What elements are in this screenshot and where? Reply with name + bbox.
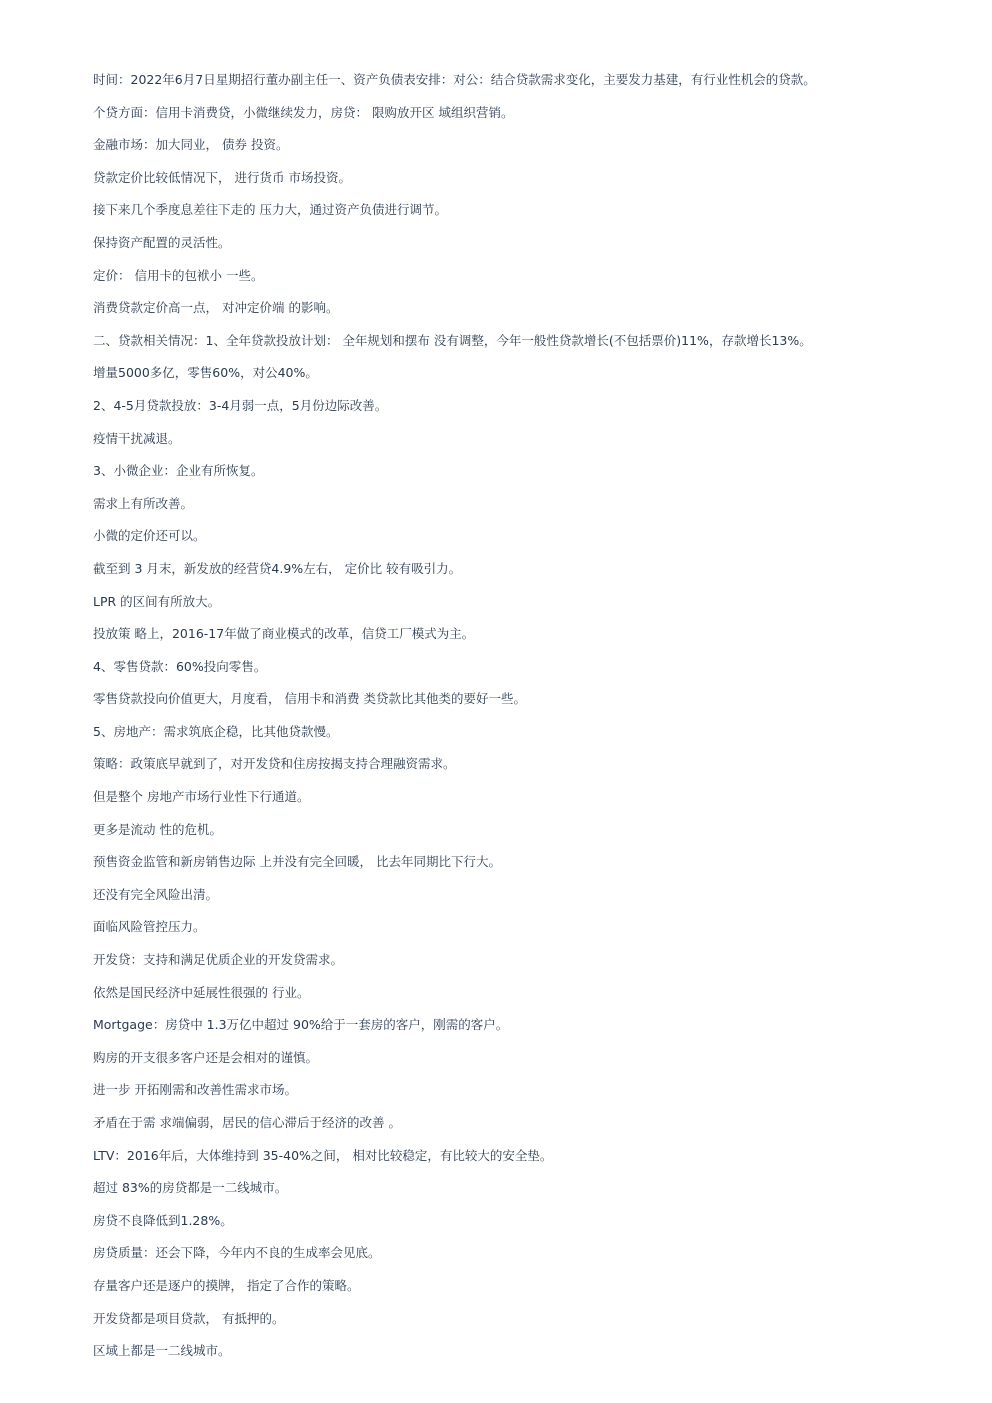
text-line: 小微的定价还可以。	[93, 528, 206, 544]
text-line: LTV：2016年后，大体维持到 35-40%之间， 相对比较稳定，有比较大的安全垫。	[93, 1147, 553, 1163]
text-line: 零售贷款投向价值更大，月度看， 信用卡和消费 类贷款比其他类的要好一些。	[93, 691, 526, 707]
text-line: 购房的开支很多客户还是会相对的谨慎。	[93, 1049, 319, 1065]
text-line: 接下来几个季度息差往下走的 压力大，通过资产负债进行调节。	[93, 202, 447, 218]
text-line: 开发贷：支持和满足优质企业的开发贷需求。	[93, 952, 344, 968]
text-line: 4、零售贷款：60%投向零售。	[93, 658, 267, 674]
text-line: 二、贷款相关情况：1、全年贷款投放计划： 全年规划和摆布 没有调整，今年一般性贷款增长(不包括票价)11%，存款增长13%。	[93, 332, 812, 348]
text-line: Mortgage：房贷中 1.3万亿中超过 90%给于一套房的客户，刚需的客户。	[93, 1017, 509, 1033]
text-line: 定价： 信用卡的包袱小 一些。	[93, 267, 264, 283]
text-line: 需求上有所改善。	[93, 495, 194, 511]
text-line: 疫情干扰减退。	[93, 430, 181, 446]
document-body	[93, 70, 973, 1374]
text-line: 矛盾在于需 求端偏弱，居民的信心滞后于经济的改善 。	[93, 1115, 401, 1130]
text-line: 房贷质量：还会下降，今年内不良的生成率会见底。	[93, 1245, 381, 1261]
text-line: 超过 83%的房贷都是一二线城市。	[93, 1180, 288, 1196]
text-line: 截至到 3 月末，新发放的经营贷4.9%左右， 定价比 较有吸引力。	[93, 560, 462, 576]
text-line: 2、4-5月贷款投放：3-4月弱一点，5月份边际改善。	[93, 397, 388, 413]
text-line: 5、房地产：需求筑底企稳，比其他贷款慢。	[93, 723, 339, 739]
text-line: 区域上都是一二线城市。	[93, 1343, 231, 1359]
text-line: 面临风险管控压力。	[93, 919, 206, 935]
text-line: 但是整个 房地产市场行业性下行通道。	[93, 789, 310, 805]
text-line: 存量客户还是逐户的摸牌， 指定了合作的策略。	[93, 1277, 360, 1293]
text-line: 更多是流动 性的危机。	[93, 821, 222, 837]
text-line: 消费贷款定价高一点， 对冲定价端 的影响。	[93, 300, 339, 316]
text-line: 策略：政策底早就到了，对开发贷和住房按揭支持合理融资需求。	[93, 756, 456, 772]
text-line: 金融市场：加大同业， 债券 投资。	[93, 137, 289, 153]
text-line: 开发贷都是项目贷款， 有抵押的。	[93, 1310, 285, 1326]
text-line: 预售资金监管和新房销售边际 上并没有完全回暖， 比去年同期比下行大。	[93, 854, 501, 870]
text-line: 3、小微企业：企业有所恢复。	[93, 463, 264, 479]
text-line: 投放策 略上，2016-17年做了商业模式的改革，信贷工厂模式为主。	[93, 626, 475, 642]
text-line: 保持资产配置的灵活性。	[93, 234, 231, 250]
text-line: 依然是国民经济中延展性很强的 行业。	[93, 984, 310, 1000]
text-line: 时间：2022年6月7日星期招行董办副主任一、资产负债表安排：对公：结合贷款需求变化，主要发力基建，有行业性机会的贷款。	[93, 72, 816, 87]
text-line: 贷款定价比较低情况下， 进行货币 市场投资。	[93, 169, 351, 185]
text-line: 个贷方面：信用卡消费贷，小微继续发力，房贷： 限购放开区 域组织营销。	[93, 104, 514, 120]
text-line: 进一步 开拓刚需和改善性需求市场。	[93, 1082, 297, 1098]
text-line: 房贷不良降低到1.28%。	[93, 1212, 233, 1228]
text-line: 还没有完全风险出清。	[93, 886, 219, 902]
text-line: LPR 的区间有所放大。	[93, 593, 221, 609]
text-line: 增量5000多亿，零售60%，对公40%。	[93, 365, 318, 381]
